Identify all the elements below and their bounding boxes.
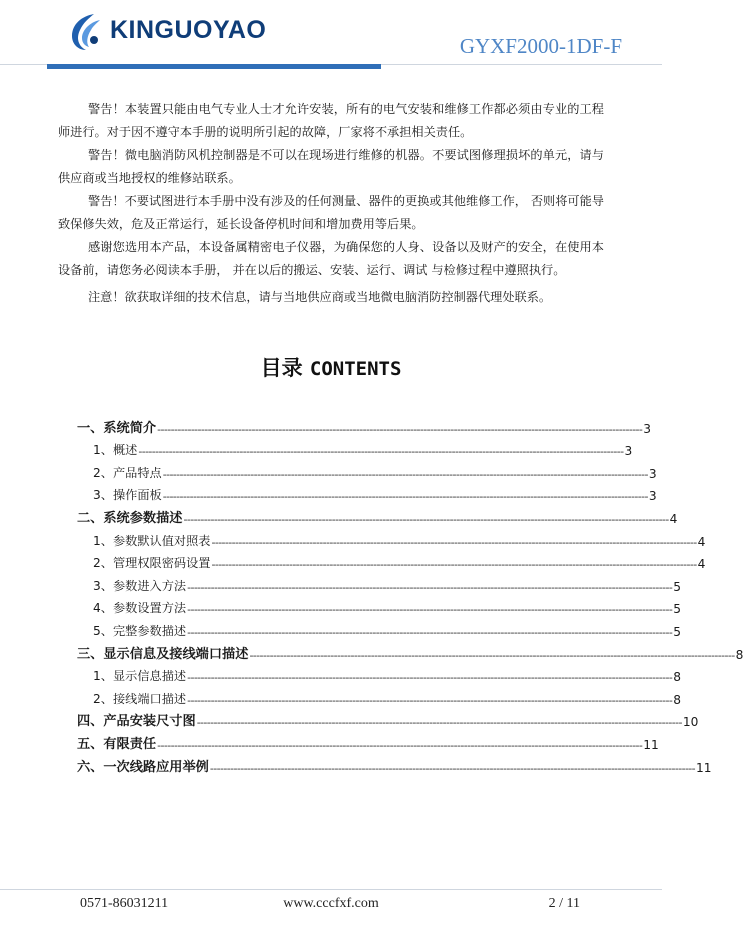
footer-website: www.cccfxf.com	[283, 896, 379, 911]
toc-leader: ------------------------------------------------------------------------------------------------------------------------------------------------	[196, 716, 682, 730]
toc-entry[interactable]	[77, 571, 682, 594]
warning-notes	[58, 98, 604, 309]
toc-entry-label: 六、一次线路应用举例	[77, 759, 209, 775]
toc-leader: ------------------------------------------------------------------------------------------------------------------------------------------------	[187, 625, 673, 639]
toc-entry-page: 8	[735, 647, 743, 662]
toc-entry-label: 4、参数设置方法	[93, 601, 187, 616]
toc-entry[interactable]	[77, 662, 682, 685]
toc-entry-label: 1、显示信息描述	[93, 669, 187, 684]
toc-entry[interactable]	[77, 752, 712, 775]
toc-leader: ------------------------------------------------------------------------------------------------------------------------------------------------	[187, 580, 673, 594]
toc-leader: ------------------------------------------------------------------------------------------------------------------------------------------------	[157, 738, 643, 752]
toc-leader: ------------------------------------------------------------------------------------------------------------------------------------------------	[162, 467, 648, 481]
toc-entry[interactable]	[77, 436, 633, 459]
thanks-paragraph: 感谢您选用本产品，本设备属精密电子仪器，为确保您的人身、设备以及财产的安全，在使用本设备前，请您务必阅读本手册， 并在以后的搬运、安装、运行、调试 与检修过程中遵照执行。	[58, 240, 604, 277]
toc-entry-label: 三、显示信息及接线端口描述	[77, 646, 249, 662]
toc-leader: ------------------------------------------------------------------------------------------------------------------------------------------------	[209, 761, 696, 775]
kinguoyao-logo-icon	[64, 10, 104, 52]
toc-leader: ------------------------------------------------------------------------------------------------------------------------------------------------	[162, 490, 648, 504]
toc-entry-label: 3、参数进入方法	[93, 578, 187, 593]
toc-entry[interactable]	[77, 594, 682, 617]
page-header	[0, 0, 662, 70]
toc-leader: ------------------------------------------------------------------------------------------------------------------------------------------------	[157, 422, 643, 436]
toc-leader: ------------------------------------------------------------------------------------------------------------------------------------------------	[249, 648, 735, 662]
toc-entry-page: 3	[624, 444, 633, 459]
toc-entry-label: 1、参数默认值对照表	[93, 533, 211, 548]
toc-entry-page: 8	[673, 692, 682, 707]
warning-paragraph: 警告！微电脑消防风机控制器是不可以在现场进行维修的机器。不要试图修理损坏的单元，请与供应商或当地授权的维修站联系。	[58, 148, 604, 185]
toc-leader: ------------------------------------------------------------------------------------------------------------------------------------------------	[211, 558, 697, 572]
toc-entry-page: 5	[673, 602, 682, 617]
toc-entry-page: 3	[648, 489, 657, 504]
toc-entry-label: 5、完整参数描述	[93, 623, 187, 638]
toc-entry-label: 一、系统简介	[77, 420, 157, 436]
toc-entry-page: 3	[648, 466, 657, 481]
footer-divider	[0, 889, 662, 890]
toc-entry[interactable]	[77, 639, 743, 662]
toc-entry-label: 四、产品安装尺寸图	[77, 714, 196, 730]
model-number: GYXF2000-1DF-F	[459, 34, 622, 58]
toc-entry[interactable]	[77, 526, 706, 549]
warning-paragraph: 警告！不要试图进行本手册中没有涉及的任何测量、器件的更换或其他维修工作， 否则将可能导致保修失效，危及正常运行，延长设备停机时间和增加费用等后果。	[58, 194, 604, 231]
toc-entry-page: 11	[696, 760, 712, 775]
toc-entry[interactable]	[77, 413, 652, 436]
warning-paragraph: 警告！本装置只能由电气专业人士才允许安装，所有的电气安装和维修工作都必须由专业的工程师进行。对于因不遵守本手册的说明所引起的故障，厂家将不承担相关责任。	[58, 102, 604, 139]
toc-entry-label: 3、操作面板	[93, 488, 162, 503]
toc-title-cn: 目录	[260, 356, 303, 380]
toc-entry[interactable]	[77, 729, 659, 752]
toc-entry-label: 二、系统参数描述	[77, 510, 183, 526]
toc-entry-page: 10	[682, 715, 699, 730]
toc-entry[interactable]	[77, 616, 682, 639]
toc-entry-page: 4	[697, 557, 706, 572]
toc-entry-label: 2、管理权限密码设置	[93, 556, 211, 571]
footer-phone: 0571-86031211	[80, 896, 169, 911]
toc-entry[interactable]	[77, 458, 657, 481]
toc-entry-page: 5	[673, 624, 682, 639]
note-paragraph: 注意！欲获取详细的技术信息，请与当地供应商或当地微电脑消防控制器代理处联系。	[88, 290, 552, 304]
toc-entry-page: 4	[697, 534, 706, 549]
toc-leader: ------------------------------------------------------------------------------------------------------------------------------------------------	[187, 693, 673, 707]
toc-entry-label: 五、有限责任	[77, 736, 157, 752]
toc-entry[interactable]	[77, 707, 699, 730]
toc-entry-label: 1、概述	[93, 443, 138, 458]
toc-leader: ------------------------------------------------------------------------------------------------------------------------------------------------	[187, 603, 673, 617]
toc-entry-label: 2、接线端口描述	[93, 691, 187, 706]
toc-entry-label: 2、产品特点	[93, 465, 162, 480]
toc-entry-page: 11	[643, 737, 659, 752]
toc-entry[interactable]	[77, 684, 682, 707]
toc-leader: ------------------------------------------------------------------------------------------------------------------------------------------------	[138, 445, 624, 459]
toc-entry-page: 3	[643, 421, 652, 436]
toc-title-en: CONTENTS	[309, 358, 402, 380]
toc-leader: ------------------------------------------------------------------------------------------------------------------------------------------------	[187, 671, 673, 685]
toc-leader: ------------------------------------------------------------------------------------------------------------------------------------------------	[211, 535, 697, 549]
footer-page-number: 2 / 11	[548, 896, 580, 911]
brand-name: KINGUOYAO	[110, 16, 267, 44]
toc-entry-page: 5	[673, 579, 682, 594]
toc-entry-page: 4	[669, 511, 678, 526]
toc-title	[0, 352, 662, 382]
toc-entry[interactable]	[77, 549, 706, 572]
header-accent-bar	[47, 64, 381, 69]
toc-entry[interactable]	[77, 481, 657, 504]
toc-entry-page: 8	[673, 670, 682, 685]
table-of-contents	[77, 413, 743, 775]
toc-entry[interactable]	[77, 503, 678, 526]
toc-leader: ------------------------------------------------------------------------------------------------------------------------------------------------	[183, 512, 669, 526]
